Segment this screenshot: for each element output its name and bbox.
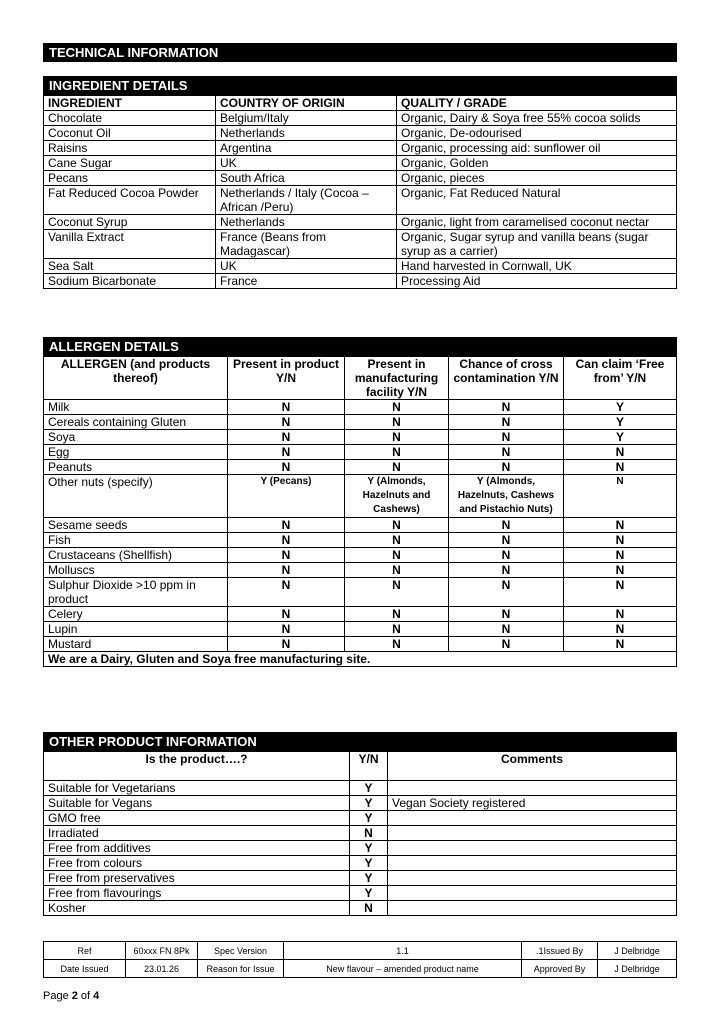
present-in-facility: N [345, 400, 449, 415]
other-product-table [43, 751, 677, 916]
page-number: Page 2 of 4 [43, 990, 100, 1002]
allergen-name: Mustard [44, 637, 228, 652]
present-in-facility: N [345, 607, 449, 622]
date-issued-value: 23.01.26 [126, 960, 198, 978]
present-in-product: N [228, 518, 345, 533]
cross-contamination: N [449, 400, 564, 415]
present-in-facility: N [345, 533, 449, 548]
present-in-product: N [228, 533, 345, 548]
approved-by-value: J Delbridge [598, 960, 677, 978]
quality-grade: Organic, Dairy & Soya free 55% cocoa solids [397, 111, 677, 126]
other-product-information-section [43, 732, 677, 916]
other-product-row [44, 826, 677, 841]
present-in-facility: Y (Almonds, Hazelnuts and Cashews) [345, 475, 449, 518]
date-issued-label: Date Issued [44, 960, 126, 978]
cross-contamination-header: Chance of cross contamination Y/N [449, 357, 564, 400]
country-of-origin: Argentina [216, 141, 397, 156]
quality-grade: Organic, Golden [397, 156, 677, 171]
present-in-facility: N [345, 518, 449, 533]
free-from-claim: Y [564, 400, 677, 415]
cross-contamination: N [449, 637, 564, 652]
page-current: 2 [71, 990, 78, 1002]
cross-contamination: N [449, 445, 564, 460]
other-product-row [44, 841, 677, 856]
ingredient-row [44, 274, 677, 289]
cross-contamination: N [449, 533, 564, 548]
country-of-origin: South Africa [216, 171, 397, 186]
attribute-yn: N [350, 901, 388, 916]
present-in-product: N [228, 415, 345, 430]
country-of-origin: UK [216, 259, 397, 274]
ingredient-name: Sea Salt [44, 259, 216, 274]
ingredient-row [44, 230, 677, 259]
present-in-product: N [228, 607, 345, 622]
ingredient-row [44, 215, 677, 230]
present-in-facility: N [345, 460, 449, 475]
attribute-comment [388, 811, 677, 826]
free-from-claim: N [564, 445, 677, 460]
quality-grade: Hand harvested in Cornwall, UK [397, 259, 677, 274]
comments-header: Comments [388, 752, 677, 781]
allergen-row [44, 622, 677, 637]
reason-for-issue-label: Reason for Issue [198, 960, 284, 978]
attribute-comment [388, 901, 677, 916]
present-in-facility: N [345, 445, 449, 460]
cross-contamination: N [449, 430, 564, 445]
allergen-row [44, 475, 677, 518]
present-in-product: N [228, 548, 345, 563]
attribute-yn: Y [350, 886, 388, 901]
attribute-comment [388, 841, 677, 856]
ingredient-row [44, 156, 677, 171]
allergen-name: Celery [44, 607, 228, 622]
document-footer [43, 941, 677, 978]
allergen-row [44, 415, 677, 430]
present-in-product: N [228, 400, 345, 415]
other-product-information-title: OTHER PRODUCT INFORMATION [43, 732, 677, 751]
allergen-table [43, 356, 677, 667]
free-from-claim: N [564, 475, 677, 518]
cross-contamination: N [449, 622, 564, 637]
allergen-row [44, 533, 677, 548]
product-attribute: Kosher [44, 901, 350, 916]
country-of-origin: France [216, 274, 397, 289]
ingredient-name: Coconut Syrup [44, 215, 216, 230]
product-attribute: Free from additives [44, 841, 350, 856]
quality-grade: Organic, Fat Reduced Natural [397, 186, 677, 215]
attribute-yn: Y [350, 811, 388, 826]
present-in-product: N [228, 637, 345, 652]
ingredient-name: Cane Sugar [44, 156, 216, 171]
country-of-origin: UK [216, 156, 397, 171]
attribute-yn: Y [350, 796, 388, 811]
allergen-row [44, 400, 677, 415]
quality-grade: Organic, De-odourised [397, 126, 677, 141]
free-from-claim: Y [564, 415, 677, 430]
cross-contamination: N [449, 415, 564, 430]
free-from-claim: N [564, 533, 677, 548]
cross-contamination: N [449, 460, 564, 475]
ingredient-details-title: INGREDIENT DETAILS [43, 76, 677, 95]
present-in-facility: N [345, 637, 449, 652]
issued-by-value: J Delbridge [598, 942, 677, 960]
ingredient-table [43, 95, 677, 289]
ref-value: 60xxx FN 8Pk [126, 942, 198, 960]
allergen-name: Lupin [44, 622, 228, 637]
allergen-row [44, 607, 677, 622]
ingredient-name: Pecans [44, 171, 216, 186]
page-total: 4 [93, 990, 100, 1002]
quality-grade: Organic, light from caramelised coconut nectar [397, 215, 677, 230]
allergen-row [44, 430, 677, 445]
cross-contamination: N [449, 548, 564, 563]
allergen-name: Molluscs [44, 563, 228, 578]
allergen-name: Fish [44, 533, 228, 548]
allergen-name: Soya [44, 430, 228, 445]
cross-contamination: N [449, 607, 564, 622]
present-in-facility: N [345, 622, 449, 637]
attribute-comment [388, 781, 677, 796]
product-attribute: Suitable for Vegans [44, 796, 350, 811]
attribute-yn: Y [350, 841, 388, 856]
allergen-name: Sesame seeds [44, 518, 228, 533]
attribute-comment [388, 826, 677, 841]
free-from-claim: N [564, 518, 677, 533]
quality-grade: Organic, processing aid: sunflower oil [397, 141, 677, 156]
ingredient-header: INGREDIENT [44, 96, 216, 111]
free-from-claim: Y [564, 430, 677, 445]
allergen-name: Cereals containing Gluten [44, 415, 228, 430]
ref-label: Ref [44, 942, 126, 960]
free-from-claim: N [564, 607, 677, 622]
other-product-row [44, 871, 677, 886]
allergen-name: Sulphur Dioxide >10 ppm in product [44, 578, 228, 607]
other-product-row [44, 856, 677, 871]
ingredient-name: Coconut Oil [44, 126, 216, 141]
allergen-name: Other nuts (specify) [44, 475, 228, 518]
attribute-yn: Y [350, 781, 388, 796]
attribute-comment [388, 871, 677, 886]
ingredient-row [44, 126, 677, 141]
footer-table [43, 941, 677, 978]
free-from-header: Can claim ‘Free from’ Y/N [564, 357, 677, 400]
product-attribute: Suitable for Vegetarians [44, 781, 350, 796]
allergen-row [44, 548, 677, 563]
other-product-row [44, 811, 677, 826]
ingredient-name: Fat Reduced Cocoa Powder [44, 186, 216, 215]
allergen-name: Milk [44, 400, 228, 415]
quality-grade: Organic, pieces [397, 171, 677, 186]
country-of-origin: France (Beans from Madagascar) [216, 230, 397, 259]
other-product-row [44, 886, 677, 901]
country-of-origin: Netherlands [216, 126, 397, 141]
present-in-product: N [228, 460, 345, 475]
free-from-claim: N [564, 578, 677, 607]
approved-by-label: Approved By [522, 960, 598, 978]
allergen-name: Crustaceans (Shellfish) [44, 548, 228, 563]
ingredient-details-section [43, 76, 677, 289]
allergen-row [44, 563, 677, 578]
present-in-facility: N [345, 548, 449, 563]
ingredient-row [44, 111, 677, 126]
present-in-product-header: Present in product Y/N [228, 357, 345, 400]
other-product-row [44, 781, 677, 796]
ingredient-row [44, 186, 677, 215]
present-in-facility-header: Present in manufacturing facility Y/N [345, 357, 449, 400]
attribute-comment [388, 856, 677, 871]
free-from-claim: N [564, 548, 677, 563]
cross-contamination: N [449, 563, 564, 578]
free-from-claim: N [564, 637, 677, 652]
attribute-yn: Y [350, 871, 388, 886]
allergen-name: Peanuts [44, 460, 228, 475]
allergen-row [44, 637, 677, 652]
ingredient-name: Raisins [44, 141, 216, 156]
allergen-details-title: ALLERGEN DETAILS [43, 337, 677, 356]
free-from-claim: N [564, 460, 677, 475]
cross-contamination: N [449, 518, 564, 533]
ingredient-name: Sodium Bicarbonate [44, 274, 216, 289]
present-in-product: Y (Pecans) [228, 475, 345, 518]
present-in-product: N [228, 445, 345, 460]
allergen-row [44, 445, 677, 460]
spec-version-value: 1.1 [284, 942, 522, 960]
product-attribute: Free from colours [44, 856, 350, 871]
technical-information-title: TECHNICAL INFORMATION [43, 43, 677, 62]
product-attribute: Free from preservatives [44, 871, 350, 886]
ingredient-row [44, 171, 677, 186]
ingredient-row [44, 141, 677, 156]
quality-header: QUALITY / GRADE [397, 96, 677, 111]
attribute-comment [388, 886, 677, 901]
cross-contamination: Y (Almonds, Hazelnuts, Cashews and Pistachio Nuts) [449, 475, 564, 518]
spec-version-label: Spec Version [198, 942, 284, 960]
other-product-row [44, 901, 677, 916]
quality-grade: Processing Aid [397, 274, 677, 289]
country-of-origin: Netherlands / Italy (Cocoa – African /Peru) [216, 186, 397, 215]
attribute-comment: Vegan Society registered [388, 796, 677, 811]
allergen-row [44, 518, 677, 533]
allergen-name: Egg [44, 445, 228, 460]
attribute-yn: N [350, 826, 388, 841]
country-of-origin: Belgium/Italy [216, 111, 397, 126]
attribute-yn: Y [350, 856, 388, 871]
present-in-product: N [228, 622, 345, 637]
reason-for-issue-value: New flavour – amended product name [284, 960, 522, 978]
present-in-facility: N [345, 578, 449, 607]
present-in-product: N [228, 563, 345, 578]
present-in-product: N [228, 430, 345, 445]
present-in-facility: N [345, 563, 449, 578]
present-in-facility: N [345, 430, 449, 445]
issued-by-label: .1Issued By [522, 942, 598, 960]
present-in-facility: N [345, 415, 449, 430]
ingredient-name: Vanilla Extract [44, 230, 216, 259]
technical-information-section [43, 43, 677, 62]
product-attribute: Irradiated [44, 826, 350, 841]
cross-contamination: N [449, 578, 564, 607]
other-product-row [44, 796, 677, 811]
free-from-claim: N [564, 622, 677, 637]
is-the-product-header: Is the product….? [44, 752, 350, 781]
product-attribute: GMO free [44, 811, 350, 826]
yn-header: Y/N [350, 752, 388, 781]
quality-grade: Organic, Sugar syrup and vanilla beans (sugar syrup as a carrier) [397, 230, 677, 259]
allergen-header: ALLERGEN (and products thereof) [44, 357, 228, 400]
allergen-row [44, 460, 677, 475]
country-header: COUNTRY OF ORIGIN [216, 96, 397, 111]
free-from-claim: N [564, 563, 677, 578]
present-in-product: N [228, 578, 345, 607]
product-attribute: Free from flavourings [44, 886, 350, 901]
ingredient-row [44, 259, 677, 274]
country-of-origin: Netherlands [216, 215, 397, 230]
allergen-row [44, 578, 677, 607]
allergen-note: We are a Dairy, Gluten and Soya free manufacturing site. [44, 652, 677, 667]
allergen-details-section [43, 337, 677, 667]
ingredient-name: Chocolate [44, 111, 216, 126]
